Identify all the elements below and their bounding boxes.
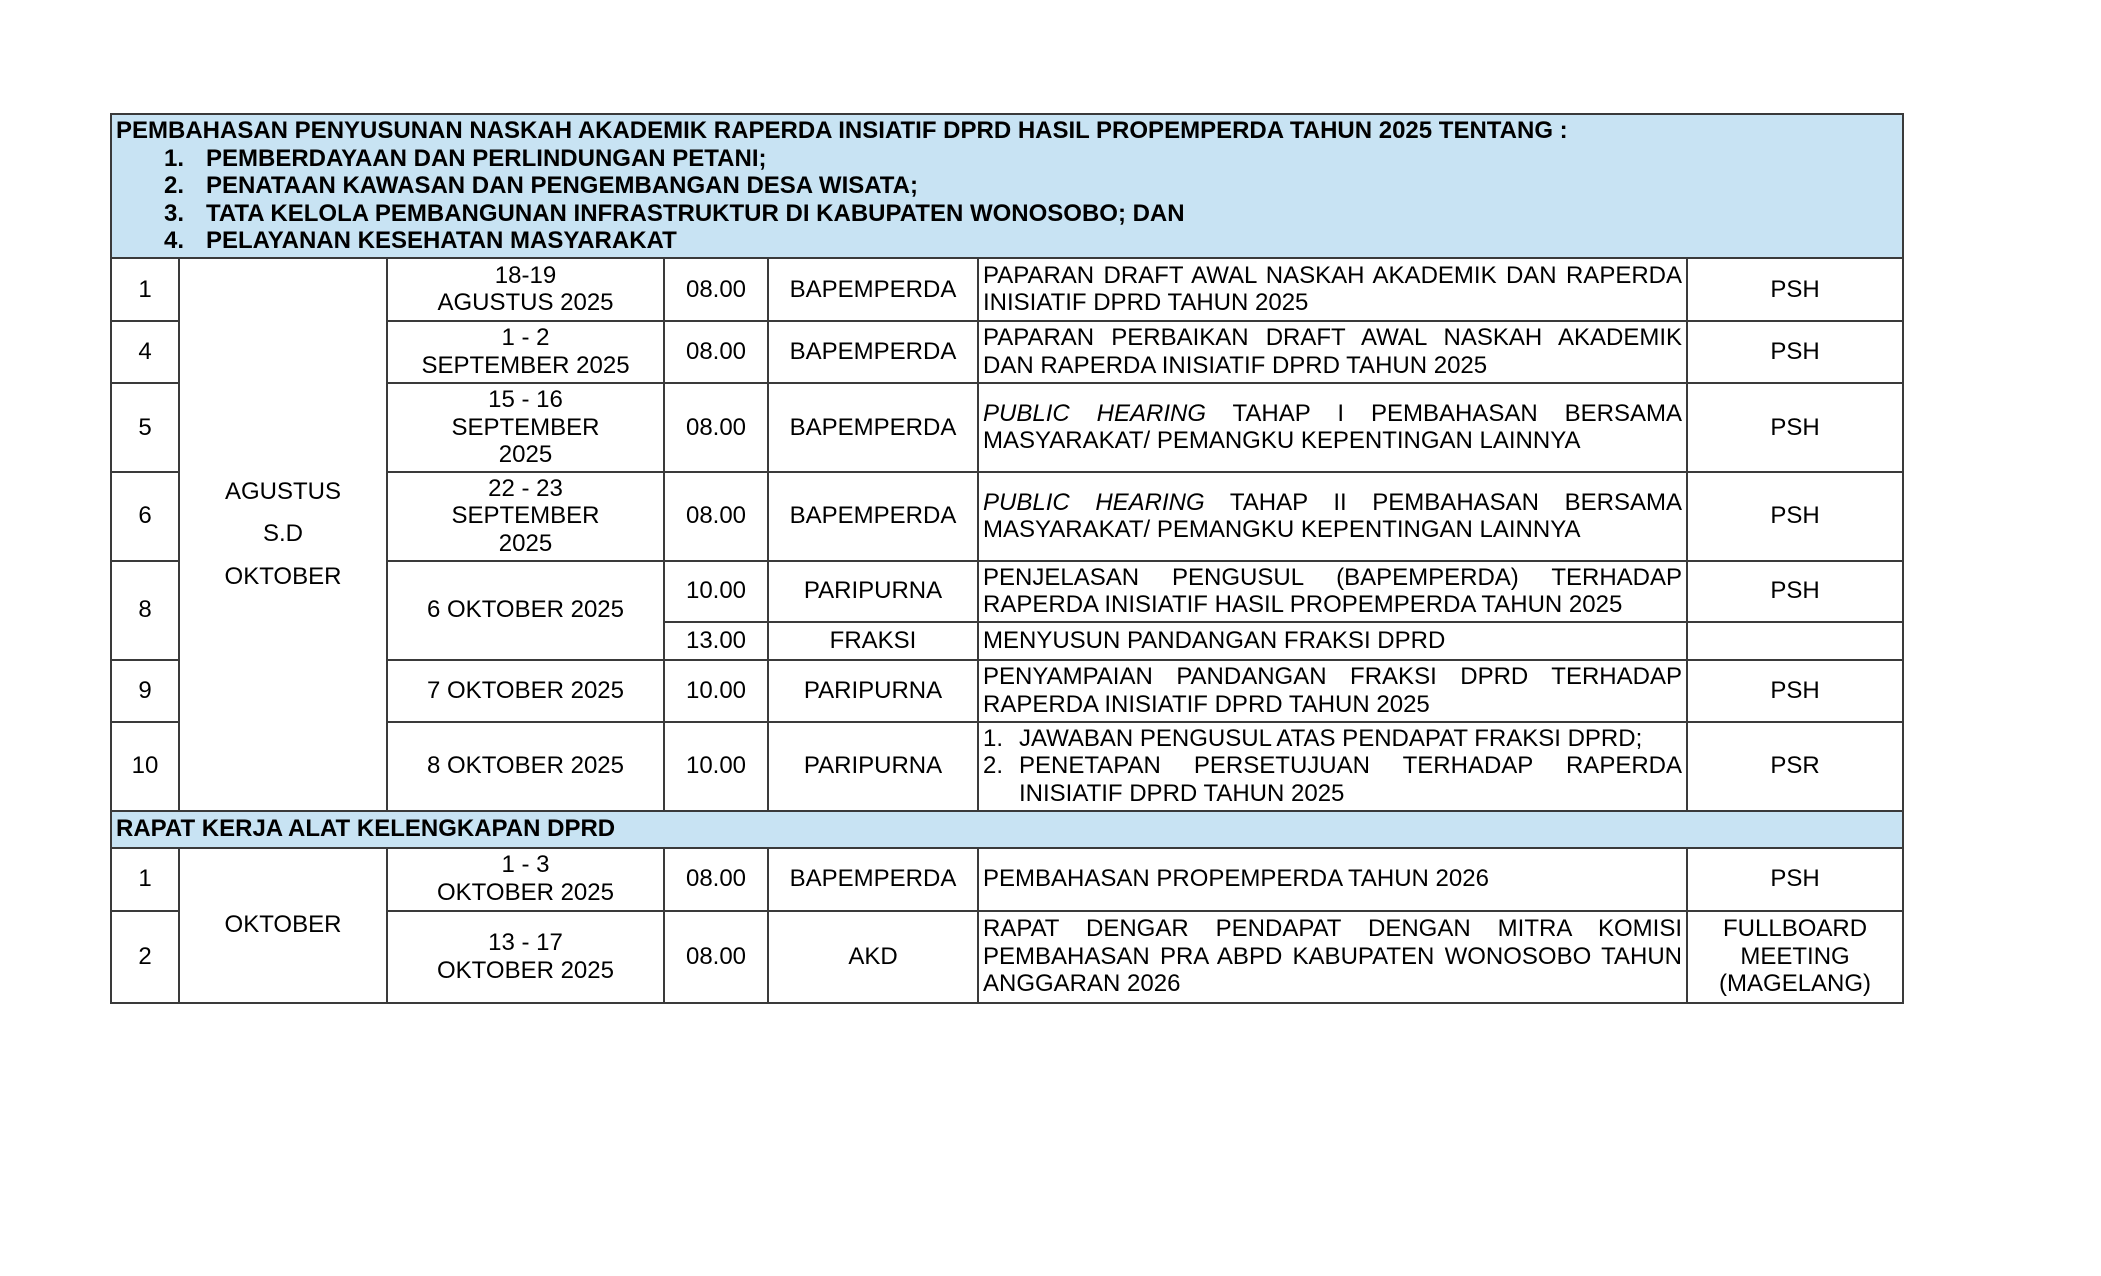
date-cell: 1 - 3 OKTOBER 2025 — [387, 848, 664, 911]
body-cell: AKD — [768, 911, 978, 1003]
date-cell: 7 OKTOBER 2025 — [387, 660, 664, 722]
row-number-cell: 2 — [111, 911, 179, 1003]
note-cell: FULLBOARD MEETING (MAGELANG) — [1687, 911, 1903, 1003]
note-cell: PSH — [1687, 321, 1903, 383]
activity-cell — [978, 472, 1687, 561]
activity-text: MENYUSUN PANDANGAN FRAKSI DPRD — [983, 626, 1446, 654]
time-cell: 10.00 — [664, 722, 768, 811]
row-number-cell: 8 — [111, 561, 179, 660]
list-number: 3. — [164, 199, 185, 227]
activity-list-item — [983, 752, 1682, 807]
schedule-row — [111, 258, 1903, 321]
body-cell: BAPEMPERDA — [768, 383, 978, 472]
date-cell: 6 OKTOBER 2025 — [387, 561, 664, 660]
header-list-item — [164, 200, 1898, 228]
activity-cell — [978, 911, 1687, 1003]
schedule-row — [111, 848, 1903, 911]
table-header-row — [111, 114, 1903, 258]
list-text: PEMBERDAYAAN DAN PERLINDUNGAN PETANI; — [206, 144, 767, 172]
time-cell: 08.00 — [664, 383, 768, 472]
activity-text: PAPARAN PERBAIKAN DRAFT AWAL NASKAH AKADEMIK DAN RAPERDA INISIATIF DPRD TAHUN 2025 — [983, 324, 1682, 379]
row-number-cell: 1 — [111, 848, 179, 911]
row-number-cell: 5 — [111, 383, 179, 472]
time-cell: 08.00 — [664, 321, 768, 383]
activity-text: PAPARAN DRAFT AWAL NASKAH AKADEMIK DAN RAPERDA INISIATIF DPRD TAHUN 2025 — [983, 261, 1682, 317]
activity-emphasis: PUBLIC HEARING — [983, 399, 1207, 427]
note-cell: PSH — [1687, 472, 1903, 561]
schedule-table — [110, 113, 1904, 1004]
list-text: PENATAAN KAWASAN DAN PENGEMBANGAN DESA WISATA; — [206, 172, 918, 200]
activity-cell — [978, 622, 1687, 660]
activity-cell — [978, 321, 1687, 383]
body-cell: PARIPURNA — [768, 722, 978, 811]
date-cell: 18-19 AGUSTUS 2025 — [387, 258, 664, 321]
row-number-cell: 4 — [111, 321, 179, 383]
section-header-rapat-kerja: RAPAT KERJA ALAT KELENGKAPAN DPRD — [111, 811, 1903, 848]
header-list-item — [164, 172, 1898, 200]
date-cell: 22 - 23 SEPTEMBER 2025 — [387, 472, 664, 561]
header-list-item — [164, 145, 1898, 173]
activity-cell — [978, 561, 1687, 622]
body-cell: BAPEMPERDA — [768, 321, 978, 383]
list-number: 1. — [983, 724, 1004, 752]
time-cell: 08.00 — [664, 258, 768, 321]
activity-text: RAPAT DENGAR PENDAPAT DENGAN MITRA KOMISI PEMBAHASAN PRA ABPD KABUPATEN WONOSOBO TAHUN ANGGARAN 2026 — [983, 915, 1682, 998]
time-cell: 10.00 — [664, 561, 768, 622]
activity-text: TAHAP II PEMBAHASAN BERSAMA MASYARAKAT/ PEMANGKU KEPENTINGAN LAINNYA — [983, 488, 1682, 544]
activity-text: PENJELASAN PENGUSUL (BAPEMPERDA) TERHADAP RAPERDA INISIATIF HASIL PROPEMPERDA TAHUN 2025 — [983, 563, 1682, 619]
list-number: 4. — [164, 227, 185, 255]
row-number-cell: 9 — [111, 660, 179, 722]
month-cell — [179, 258, 387, 811]
list-text: JAWABAN PENGUSUL ATAS PENDAPAT FRAKSI DPRD; — [1019, 724, 1643, 752]
note-cell: PSH — [1687, 561, 1903, 622]
list-number: 1. — [164, 144, 185, 172]
list-number: 2. — [164, 172, 185, 200]
time-cell: 08.00 — [664, 472, 768, 561]
body-cell: BAPEMPERDA — [768, 848, 978, 911]
body-cell: PARIPURNA — [768, 561, 978, 622]
date-cell: 1 - 2 SEPTEMBER 2025 — [387, 321, 664, 383]
row-number-cell: 6 — [111, 472, 179, 561]
row-number-cell: 1 — [111, 258, 179, 321]
table-title: PEMBAHASAN PENYUSUNAN NASKAH AKADEMIK RAPERDA INSIATIF DPRD HASIL PROPEMPERDA TAHUN 2025 TENTANG : — [116, 117, 1568, 144]
note-cell: PSH — [1687, 848, 1903, 911]
time-cell: 13.00 — [664, 622, 768, 660]
date-cell: 8 OKTOBER 2025 — [387, 722, 664, 811]
note-cell: PSH — [1687, 258, 1903, 321]
body-cell: BAPEMPERDA — [768, 472, 978, 561]
activity-cell — [978, 383, 1687, 472]
body-cell: FRAKSI — [768, 622, 978, 660]
activity-list-item — [983, 725, 1682, 753]
list-text: PENETAPAN PERSETUJUAN TERHADAP RAPERDA INISIATIF DPRD TAHUN 2025 — [1019, 752, 1682, 807]
list-number: 2. — [983, 752, 1004, 780]
list-text: TATA KELOLA PEMBANGUNAN INFRASTRUKTUR DI KABUPATEN WONOSOBO; DAN — [206, 199, 1185, 227]
note-cell: PSH — [1687, 660, 1903, 722]
list-text: PELAYANAN KESEHATAN MASYARAKAT — [206, 227, 677, 255]
month-line: OKTOBER — [224, 563, 342, 591]
header-list-item — [164, 227, 1898, 255]
activity-emphasis: PUBLIC HEARING — [983, 488, 1205, 516]
body-cell: BAPEMPERDA — [768, 258, 978, 321]
row-number-cell: 10 — [111, 722, 179, 811]
section-band-row — [111, 811, 1903, 848]
activity-text: TAHAP I PEMBAHASAN BERSAMA MASYARAKAT/ PEMANGKU KEPENTINGAN LAINNYA — [983, 399, 1682, 455]
time-cell: 08.00 — [664, 911, 768, 1003]
table-title-cell — [111, 114, 1903, 258]
time-cell: 08.00 — [664, 848, 768, 911]
month-cell: OKTOBER — [179, 848, 387, 1003]
note-cell — [1687, 622, 1903, 660]
month-line: S.D — [262, 520, 303, 548]
body-cell: PARIPURNA — [768, 660, 978, 722]
activity-cell — [978, 660, 1687, 722]
note-cell: PSH — [1687, 383, 1903, 472]
activity-cell — [978, 722, 1687, 811]
activity-cell — [978, 848, 1687, 911]
note-cell: PSR — [1687, 722, 1903, 811]
date-cell: 13 - 17 OKTOBER 2025 — [387, 911, 664, 1003]
activity-cell — [978, 258, 1687, 321]
activity-text: PENYAMPAIAN PANDANGAN FRAKSI DPRD TERHADAP RAPERDA INISIATIF DPRD TAHUN 2025 — [983, 663, 1682, 718]
activity-text: PEMBAHASAN PROPEMPERDA TAHUN 2026 — [983, 865, 1489, 893]
date-cell: 15 - 16 SEPTEMBER 2025 — [387, 383, 664, 472]
month-line: AGUSTUS — [224, 477, 341, 505]
time-cell: 10.00 — [664, 660, 768, 722]
